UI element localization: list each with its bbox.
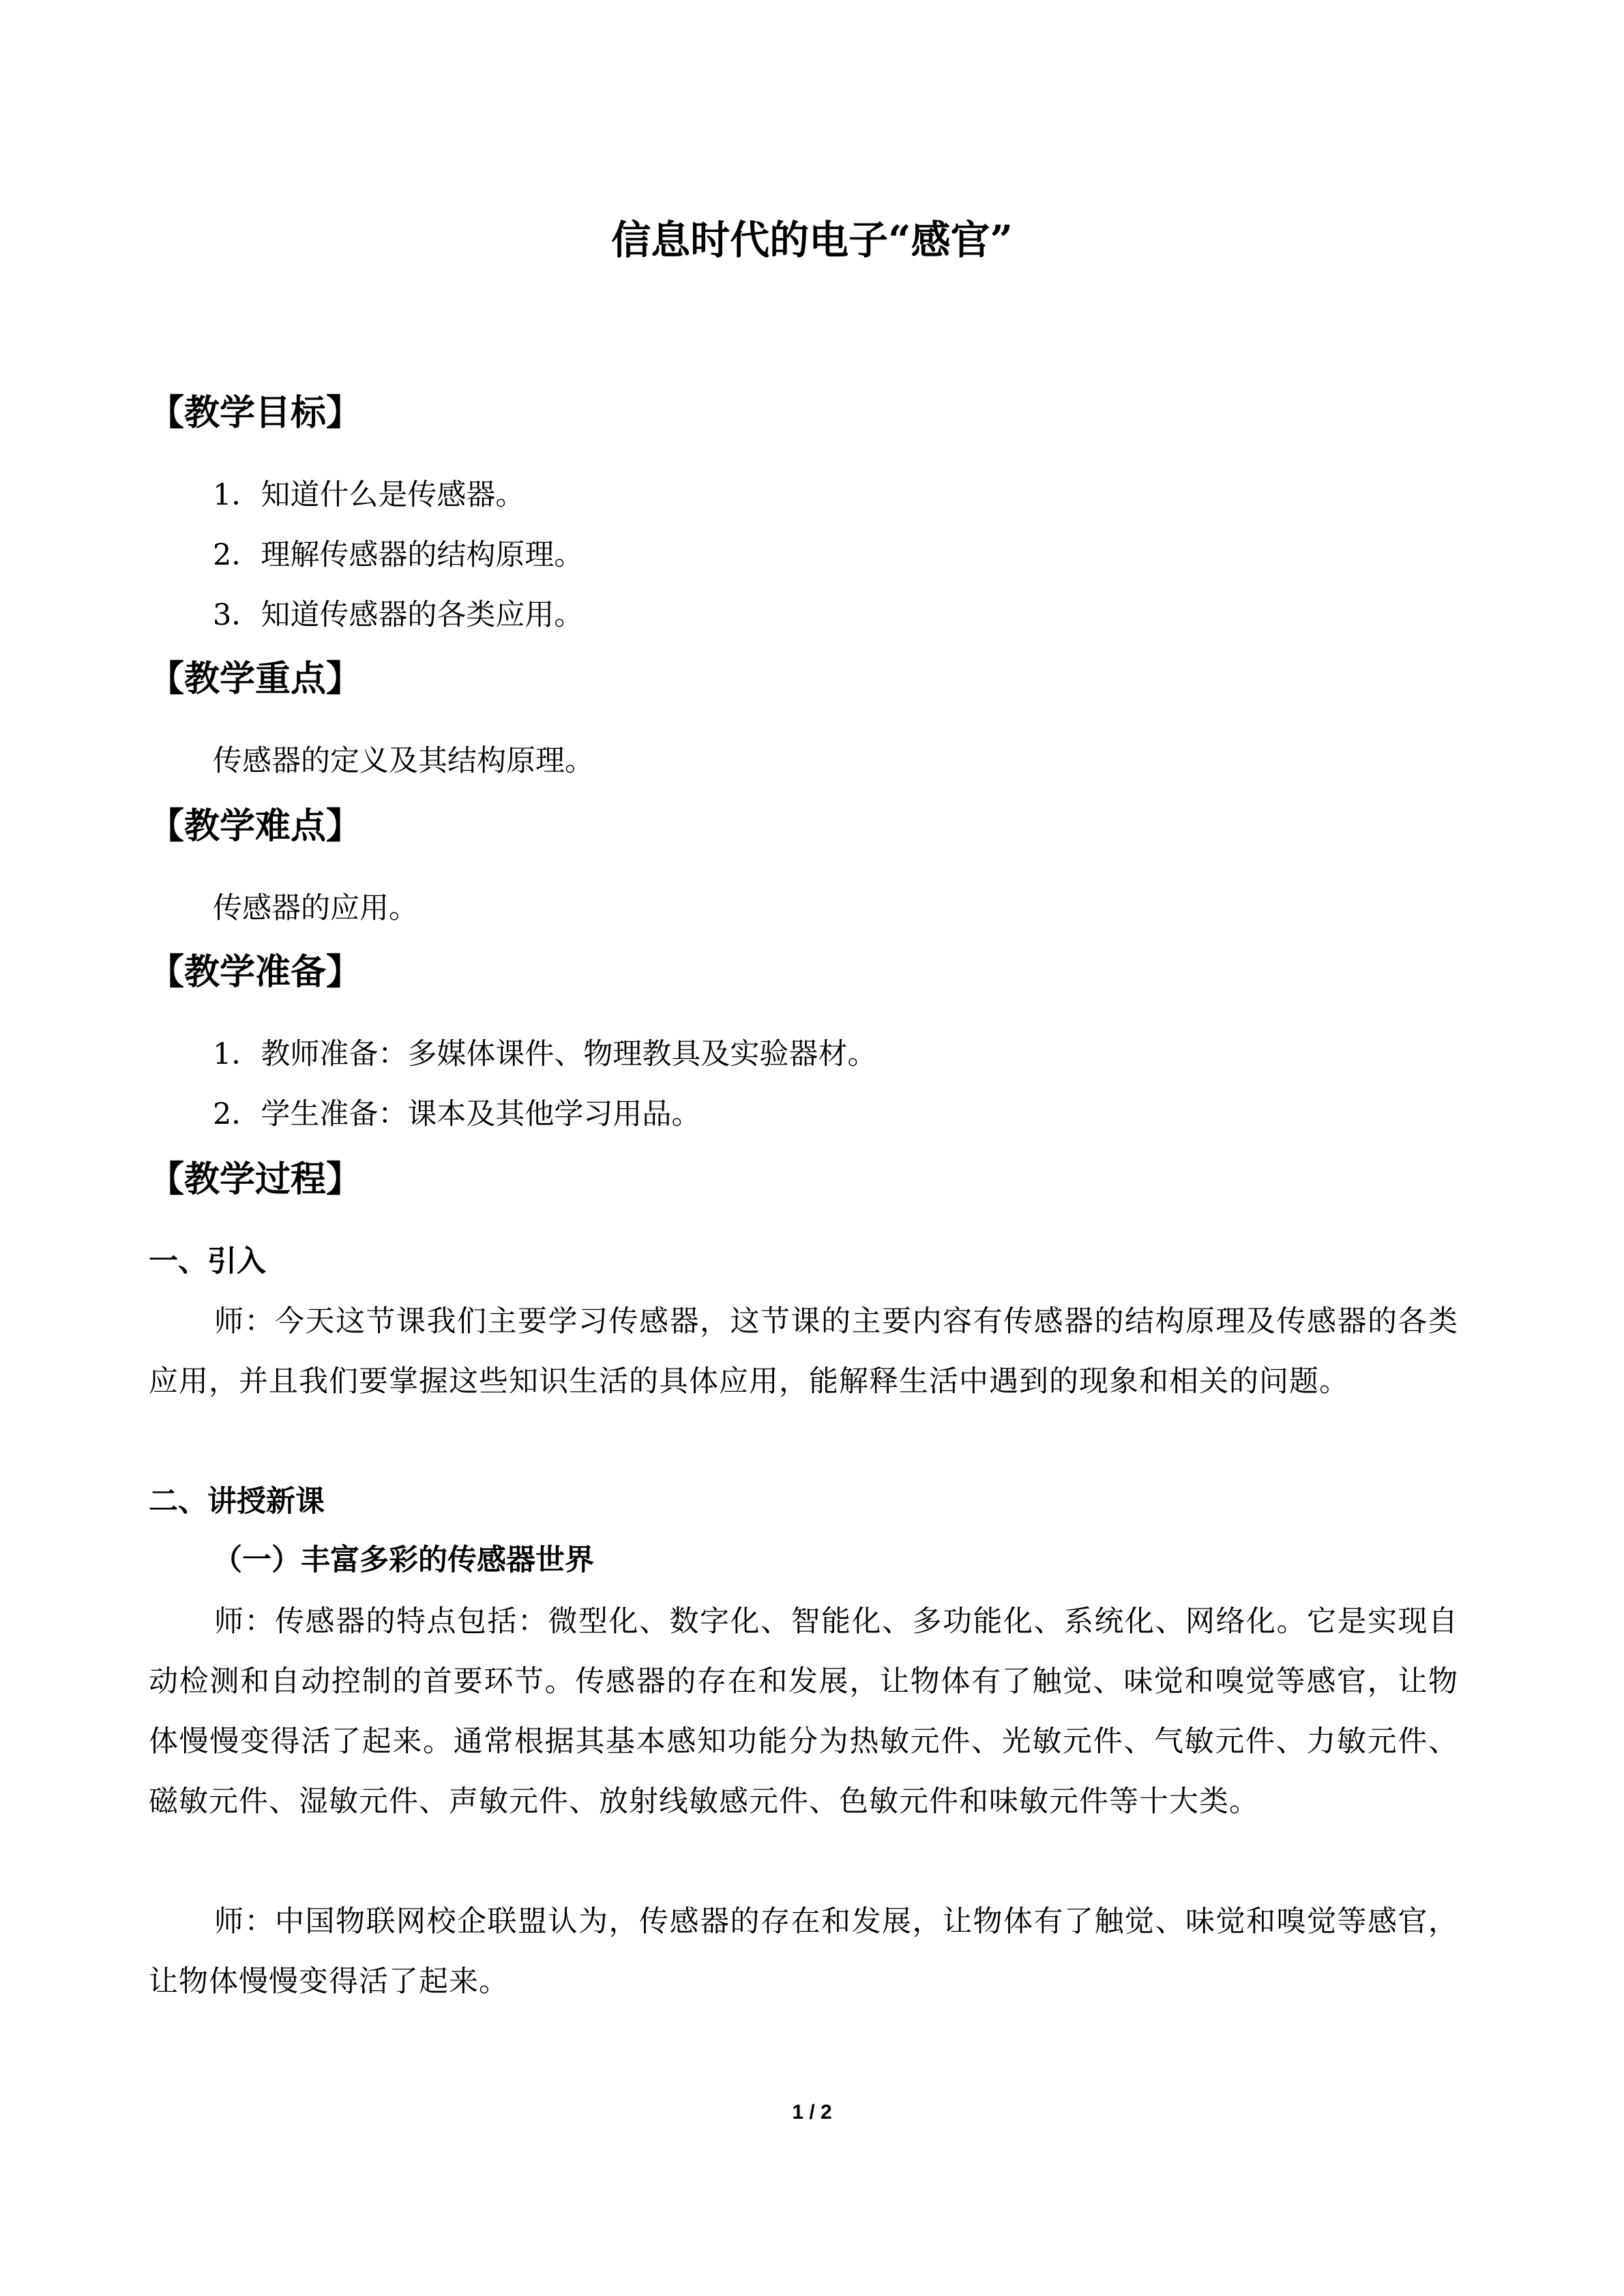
heading-process: 【教学过程】 [149, 1159, 362, 1200]
document-title: 信息时代的电子“感官” [611, 217, 1013, 263]
objective-item-2: 2．理解传感器的结构原理。 [213, 538, 584, 572]
part2-heading: 二、讲授新课 [149, 1485, 325, 1519]
heading-difficulties: 【教学难点】 [149, 805, 362, 847]
preparation-item-1: 1．教师准备：多媒体课件、物理教具及实验器材。 [213, 1037, 877, 1071]
heading-preparation: 【教学准备】 [149, 951, 362, 993]
preparation-item-2: 2．学生准备：课本及其他学习用品。 [213, 1097, 701, 1131]
subsection1-paragraph-1: 师：传感器的特点包括：微型化、数字化、智能化、多功能化、系统化、网络化。它是实现自动检测和自动控制的首要环节。传感器的存在和发展，让物体有了触觉、味觉和嗅觉等感官，让物体慢慢变得活了起来。通常根据其基本感知功能分为热敏元件、光敏元件、气敏元件、力敏元件、磁敏元件、湿敏元件、声敏元件、放射线敏感元件、色敏元件和味敏元件等十大类。 [149, 1605, 1458, 1819]
heading-objectives: 【教学目标】 [149, 392, 362, 434]
page-number: 1 / 2 [792, 2101, 832, 2123]
objective-item-1: 1．知道什么是传感器。 [213, 478, 525, 512]
difficulties-text: 传感器的应用。 [213, 891, 418, 925]
subsection1-heading: （一）丰富多彩的传感器世界 [213, 1543, 594, 1577]
heading-key-points: 【教学重点】 [149, 658, 362, 700]
key-points-text: 传感器的定义及其结构原理。 [213, 744, 594, 778]
objective-item-3: 3．知道传感器的各类应用。 [213, 598, 584, 632]
part1-heading: 一、引入 [149, 1244, 266, 1279]
part1-paragraph: 师：今天这节课我们主要学习传感器，这节课的主要内容有传感器的结构原理及传感器的各类应用，并且我们要掌握这些知识生活的具体应用，能解释生活中遇到的现象和相关的问题。 [149, 1304, 1458, 1399]
subsection1-paragraph-2: 师：中国物联网校企联盟认为，传感器的存在和发展，让物体有了触觉、味觉和嗅觉等感官，让物体慢慢变得活了起来。 [149, 1905, 1458, 1999]
